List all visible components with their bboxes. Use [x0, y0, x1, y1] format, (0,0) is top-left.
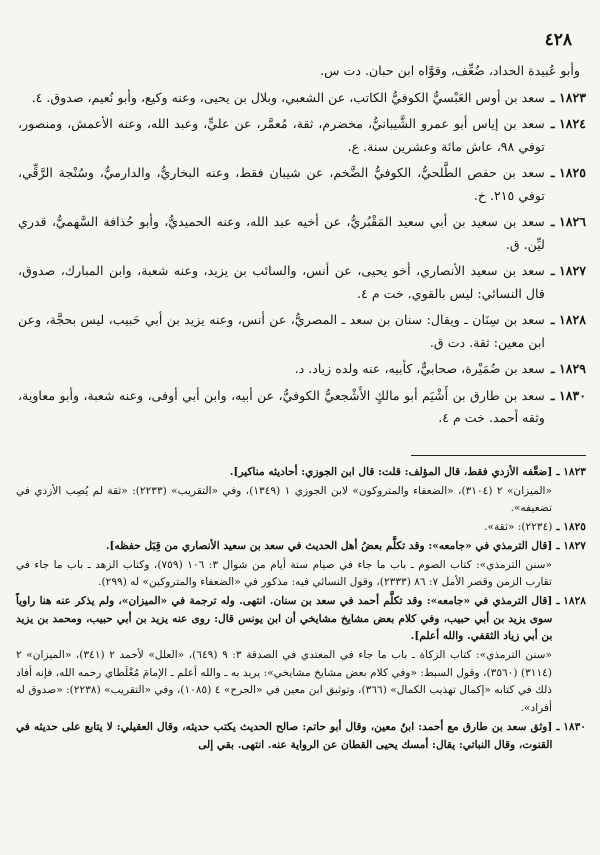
footnote-text: «سنن الترمذي»: كتاب الزكاة ـ باب ما جاء في المعتدي في الصدقة ٣: ٩ (٦٤٩)، «العلل» لأحمد ٢ (٣٤١)، «الميزان» ٢ (٣١١٤) (٣٥٦٠)، وقول السبط: «وفي كلام بعض مشايخ مشايخي»: يريد به ـ والله أعلم ـ الإمامَ مُغْلَطاي رحمه الله، فإنه أفاد ذلك في كتابه «إكمال تهذيب الكمال» (٣٦٦)، وتوثيق ابن معين في «الجرح» ٤ (١٠٨٥)، وفي «التقريب» (٢٢٣٨): «صدوق له أفراد». [16, 649, 553, 715]
biographical-entries [18, 60, 586, 434]
entry-number: ١٨٣٠ ـ [550, 387, 586, 403]
page-number: ٤٢٨ [544, 30, 572, 50]
entry-text: سعد بن سعيد الأنصاري، أخو يحيى، عن أنس، والسائب بن يزيد، وعنه شعبة، وابن المبارك، صدوق، قال النسائي: ليس بالقوي. خت م ٤. [18, 263, 545, 301]
entry-1825 [18, 162, 586, 207]
entry-text: سعد بن أوس العَبْسيُّ الكوفيُّ الكاتب، عن الشعبي، وبلال بن يحيى، وعنه وكيع، وأبو نُعيم، صدوق. ٤. [31, 89, 545, 105]
footnote-number: ١٨٢٧ ـ [556, 539, 586, 552]
footnote-1825 [16, 519, 586, 537]
entry-1823 [18, 87, 586, 110]
entry-1826 [18, 211, 586, 256]
entry-text: سعد بن سعيد بن أبي سعيد المَقْبُريُّ، عن أخيه عبد الله، وعنه الحميديُّ، وأبو حُذافة السَّهميُّ، قدري ليِّن. ق. [18, 214, 545, 252]
entry-continuation [18, 60, 586, 83]
entry-1828 [18, 309, 586, 354]
footnote-1828-sources [16, 647, 586, 718]
footnotes [16, 464, 586, 755]
footnote-number: ١٨٢٥ ـ [556, 521, 586, 534]
entry-1824 [18, 113, 586, 158]
entry-text: سعد بن حفص الطَّلحيُّ، الكوفيُّ الضَّخم، عن شيبان فقط، وعنه البخاريُّ، والدارميُّ، وسُنْجة الرَّقِّي، توفي ٢١٥. خ. [18, 165, 545, 203]
footnote-number: ١٨٢٣ ـ [556, 466, 586, 478]
entry-number: ١٨٢٤ ـ [550, 116, 586, 131]
footnote-number: ١٨٣٠ ـ [556, 720, 586, 733]
entry-1829 [18, 358, 586, 381]
entry-number: ١٨٢٩ ـ [550, 361, 586, 376]
footnote-text: «الميزان» ٢ (٣١٠٤)، «الضعفاء والمتروكون» لابن الجوزي ١ (١٣٤٩)، وفي «التقريب» (٢٢٣٣): «ثقة لم يُصِب الأزدي في تضعيفه». [16, 484, 552, 515]
footnote-1823 [16, 464, 586, 482]
footnote-number: ١٨٢٨ ـ [556, 594, 586, 607]
entry-text: سعد بن طارق بن أَشْيَم أبو مالكٍ الأَشْجعيُّ الكوفيُّ، عن أبيه، وابن أبي أوفى، وعنه شعبة، وأبو معاوية، وثقه أحمد. خت م ٤. [18, 387, 545, 425]
entry-1827 [18, 260, 586, 305]
entry-number: ١٨٢٨ ـ [550, 312, 586, 327]
footnote-1827 [16, 538, 586, 556]
footnote-text: «سنن الترمذي»: كتاب الصوم ـ باب ما جاء في صيام ستة أيام من شوال ٣: ١٠٦ (٧٥٩)، وكتاب الزهد ـ باب ما جاء في تقارب الزمن وقصر الأمل ٧: ٨٦ (٢٣٣٣)، وقول النسائي فيه: مذكور في «الضعفاء والمتروكين» له (٢٩٩). [16, 558, 552, 589]
entry-number: ١٨٢٥ ـ [550, 165, 586, 180]
entry-text: سعد بن إياس أبو عمرو الشَّيبانيُّ، مخضرم، ثقة، مُعمَّر، عن عليٍّ، وعبد الله، وعنه الأعمش، ومنصور، توفي ٩٨، عاش مائة وعشرين سنة. ع. [18, 116, 545, 154]
entry-text: سعد بن سِنَان ـ ويقال: سنان بن سعد ـ المصريُّ، عن أنس، وعنه يزيد بن أبي حَبيب، ليس بحجَّة، وعن ابن معين: ثقة. دت ق. [18, 312, 545, 350]
footnote-1830 [16, 719, 586, 754]
footnote-divider [411, 455, 586, 456]
footnote-text: [وثق سعد بن طارق مع أحمد: ابنُ معين، وقال أبو حاتم: صالح الحديث يكتب حديثه، وقال العقيلي: لا يتابع على حديثه في القنوت، وقال النباتي: يقال: أمسك يحيى القطان عن الرواية عنه. انتهى. بقي إلى [16, 720, 553, 751]
footnote-1828 [16, 593, 586, 646]
entry-text: وأبو عُبيدة الحداد، ضُعِّف، وقوَّاه ابن حبان. دت س. [320, 63, 580, 78]
entry-1830 [18, 385, 586, 430]
footnote-1827-sources [16, 557, 586, 592]
entry-number: ١٨٢٧ ـ [550, 263, 586, 278]
entry-text: سعد بن ضُمَيْرة، صحابيٌّ، كأبيه، عنه ولده زياد. د. [294, 361, 545, 376]
footnote-text: [قال الترمذي في «جامعه»: وقد تكلَّم بعضُ أهل الحديث في سعد بن سعيد الأنصاري من قِبَل حفظه]. [105, 539, 553, 552]
footnote-text: [قال الترمذي في «جامعه»: وقد تكلَّم أحمد في سعد بن سنان. انتهى. وله ترجمة في «الميزان»، ولم يذكر عنه هنا راوياً سوى يزيد بن أبي حبيب، وفي كلام بعض مشايخ مشايخي أن ابن يونس قال: روى عنه يزيد بن أبي حبيب، ومحمد بن يزيد بن أبي زياد الثقفي. والله أعلم]. [16, 594, 553, 643]
entry-number: ١٨٢٣ ـ [550, 89, 586, 105]
footnote-1823-sources [16, 483, 586, 518]
footnote-text: [ضعَّفه الأزدي فقط، قال المؤلف: قلت: قال ابن الجوزي: أحاديثه مناكير]. [229, 466, 553, 478]
footnote-text: (٢٢٣٤): «ثقة». [484, 521, 553, 534]
entry-number: ١٨٢٦ ـ [550, 214, 586, 229]
